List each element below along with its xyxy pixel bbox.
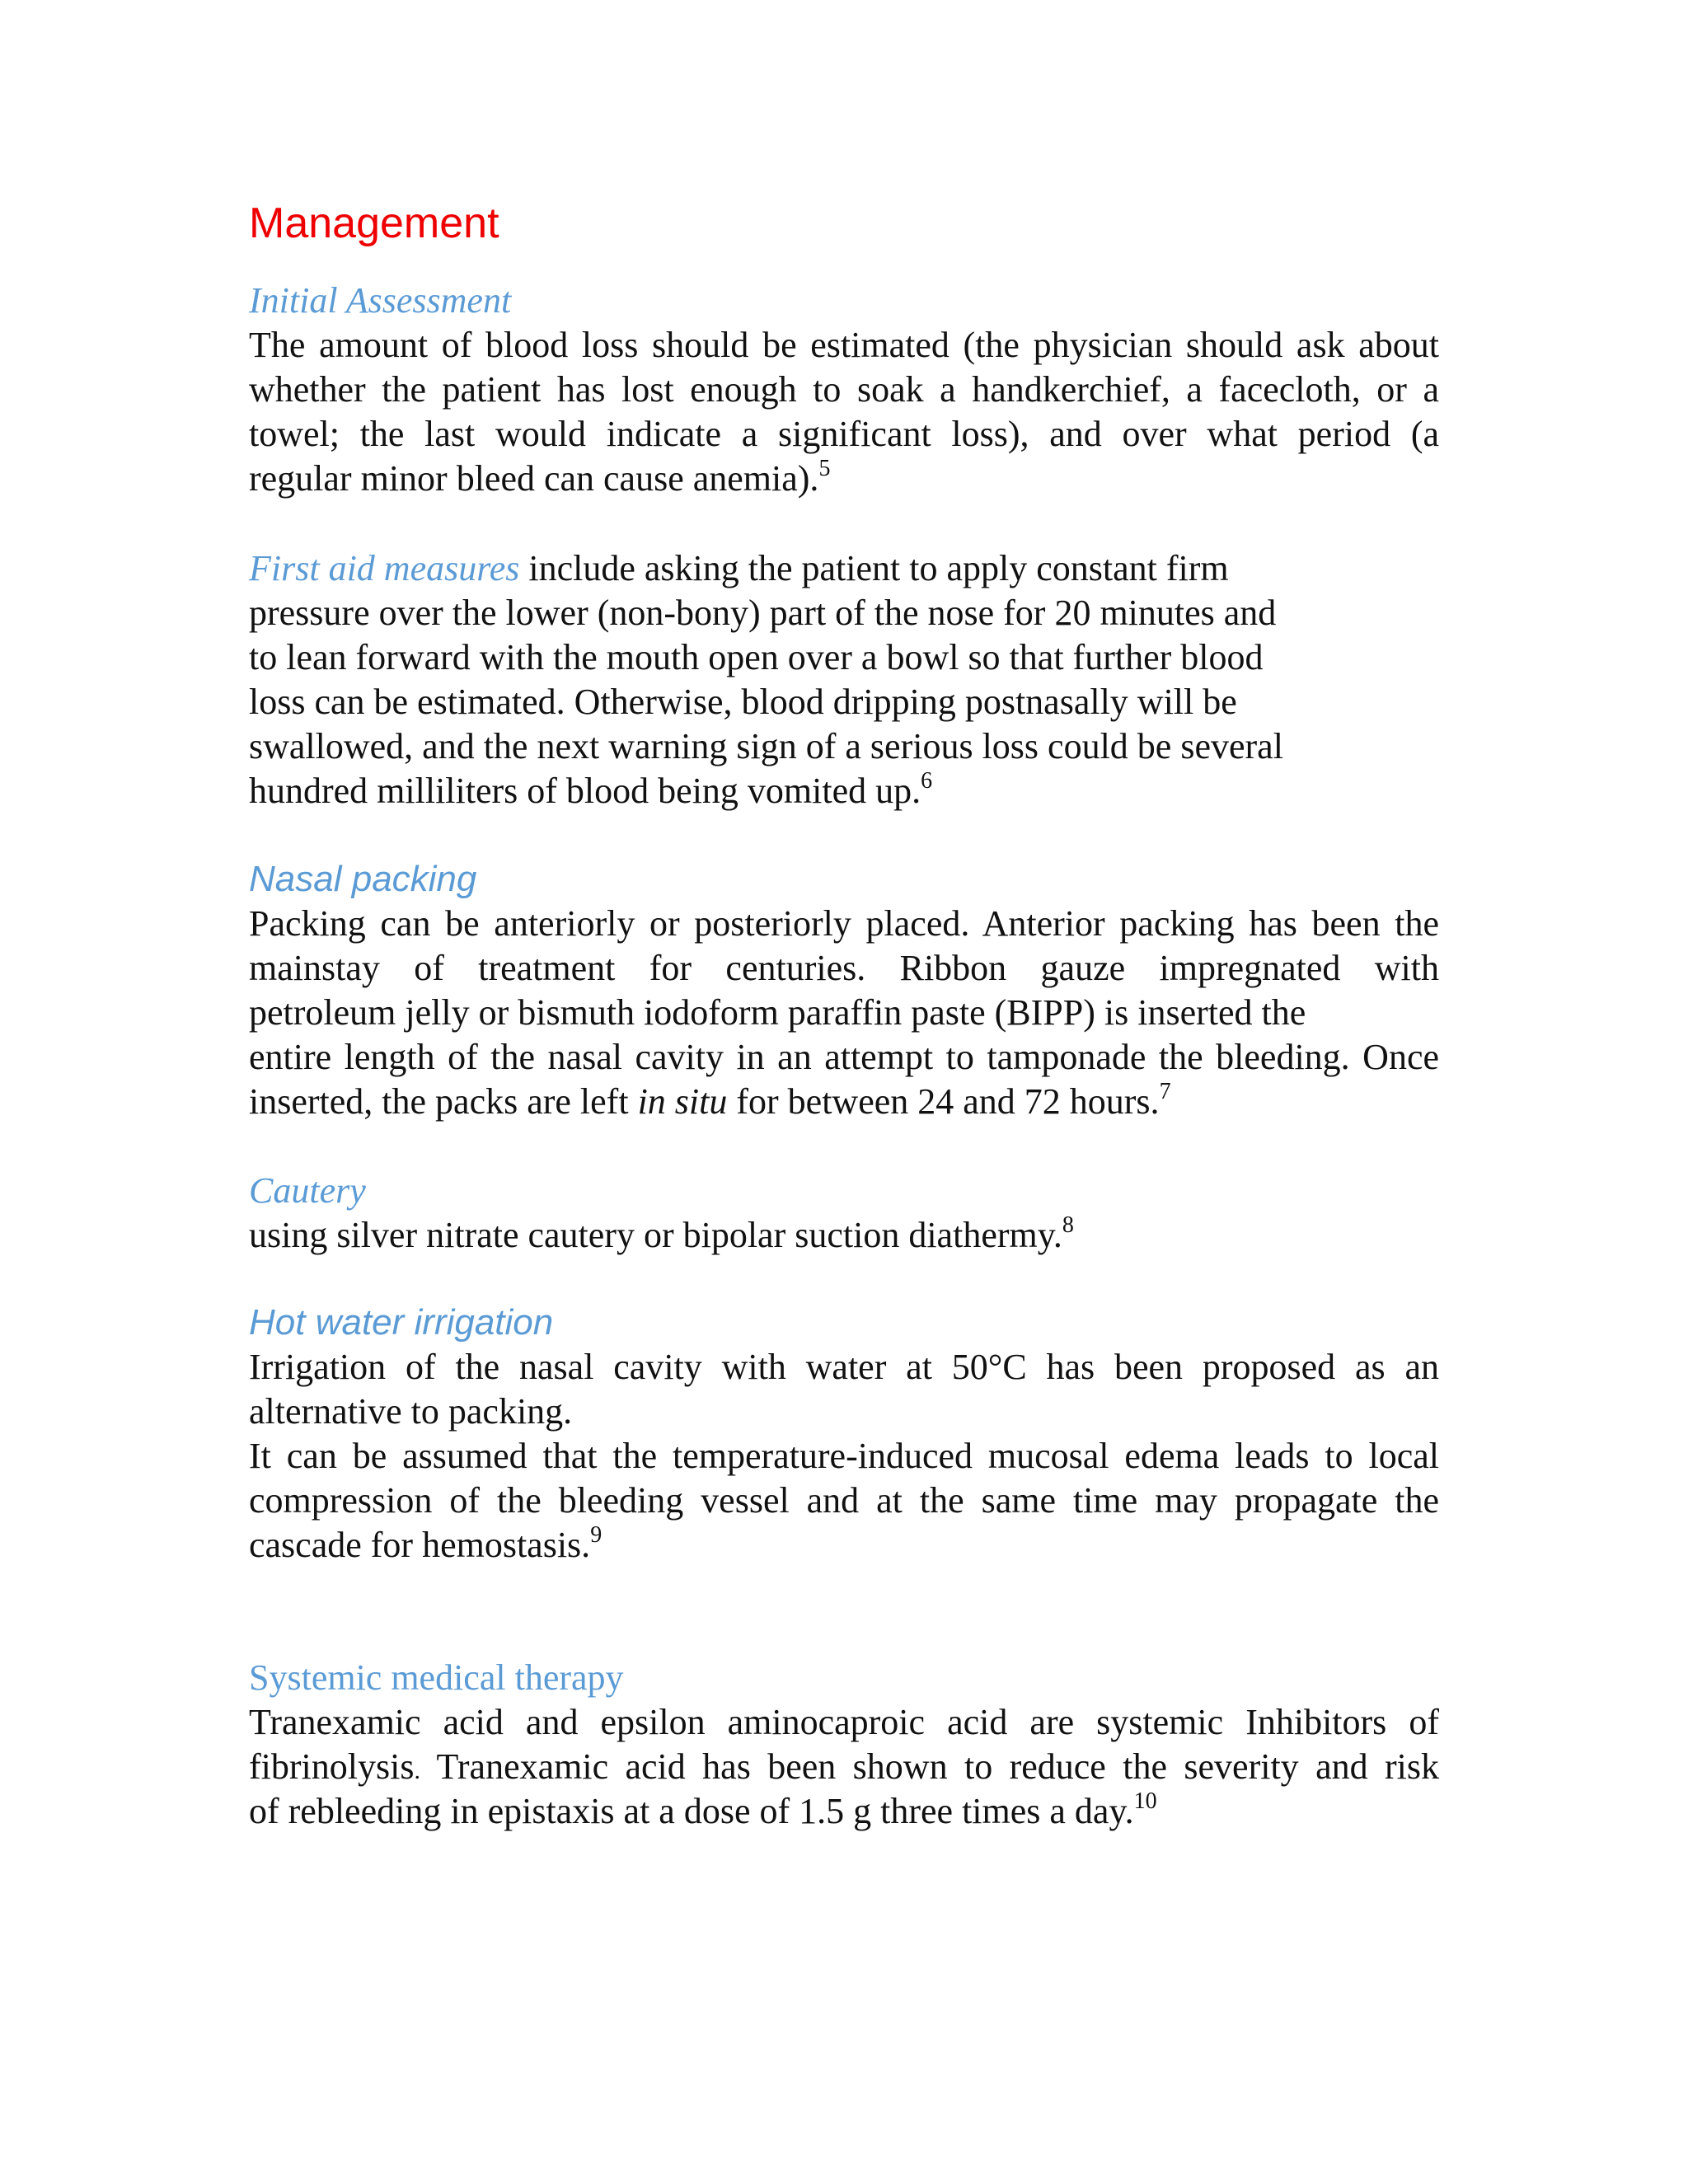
paragraph-line: Packing can be anteriorly or posteriorly placed. Anterior packing has been the [249,903,1439,944]
paragraph-line: Irrigation of the nasal cavity with water at 50°C has been proposed as an [249,1347,1439,1387]
paragraph-line [249,546,1439,591]
section-heading: Cautery [249,1170,366,1211]
page-title: Management [249,199,499,247]
paragraph-line: mainstay of treatment for centuries. Ribbon gauze impregnated with [249,948,1439,988]
section-hot-water-irrigation [249,1301,1439,1568]
paragraph-text: of rebleeding in epistaxis at a dose of 1.5 g three times a day. [249,1791,1134,1831]
italic-term: in situ [637,1081,728,1122]
section-heading: Hot water irrigation [249,1302,554,1343]
paragraph-line: compression of the bleeding vessel and at the same time may propagate the [249,1480,1439,1521]
paragraph-text: cascade for hemostasis. [249,1525,591,1565]
paragraph-text: fibrinolysis [249,1746,415,1787]
paragraph-line: The amount of blood loss should be estimated (the physician should ask about [249,325,1439,365]
paragraph-text: regular minor bleed can cause anemia). [249,458,819,499]
section-heading: Systemic medical therapy [249,1657,624,1698]
paragraph-line: It can be assumed that the temperature-induced mucosal edema leads to local [249,1436,1439,1476]
paragraph-line [249,769,1439,813]
paragraph-line: whether the patient has lost enough to soak a handkerchief, a facecloth, or a [249,369,1439,410]
section-heading: Initial Assessment [249,280,512,321]
section-initial-assessment [249,279,1439,501]
paragraph-text: . [414,1757,420,1784]
paragraph-line: pressure over the lower (non-bony) part of the nose for 20 minutes and [249,593,1277,633]
paragraph-text: for between 24 and 72 hours. [727,1081,1160,1122]
reference-marker: 7 [1159,1079,1171,1104]
paragraph-line [249,457,1439,501]
paragraph-line: loss can be estimated. Otherwise, blood dripping postnasally will be [249,682,1237,722]
paragraph-line: alternative to packing. [249,1391,573,1432]
paragraph-line [249,1213,1439,1258]
reference-marker: 8 [1062,1212,1074,1238]
reference-marker: 6 [921,768,933,794]
paragraph-line [249,1745,1439,1789]
paragraph-text: include asking the patient to apply constant firm [519,548,1229,588]
paragraph-line: Tranexamic acid and epsilon aminocaproic acid are systemic Inhibitors of [249,1702,1439,1742]
paragraph-line: petroleum jelly or bismuth iodoform paraffin paste (BIPP) is inserted the [249,992,1306,1033]
paragraph-text: inserted, the packs are left [249,1081,638,1122]
section-heading: Nasal packing [249,859,477,899]
reference-marker: 9 [590,1522,603,1548]
paragraph-line: to lean forward with the mouth open over a bowl so that further blood [249,637,1264,677]
section-nasal-packing [249,857,1439,1124]
section-first-aid [249,546,1439,813]
section-heading: First aid measures [249,548,520,588]
paragraph-text: hundred milliliters of blood being vomited up. [249,771,921,811]
paragraph-line: swallowed, and the next warning sign of a serious loss could be several [249,726,1283,766]
section-cautery [249,1169,1439,1258]
reference-marker: 5 [818,456,831,481]
paragraph-line [249,1789,1439,1834]
paragraph-line [249,1080,1439,1124]
paragraph-line: towel; the last would indicate a significant loss), and over what period (a [249,414,1439,454]
paragraph-line: entire length of the nasal cavity in an attempt to tamponade the bleeding. Once [249,1037,1439,1077]
paragraph-text: Tranexamic acid has been shown to reduce the severity and risk [420,1746,1439,1787]
paragraph-text: using silver nitrate cautery or bipolar suction diathermy. [249,1215,1062,1255]
reference-marker: 10 [1133,1788,1157,1814]
section-systemic-medical-therapy [249,1656,1439,1834]
paragraph-line [249,1523,1439,1568]
